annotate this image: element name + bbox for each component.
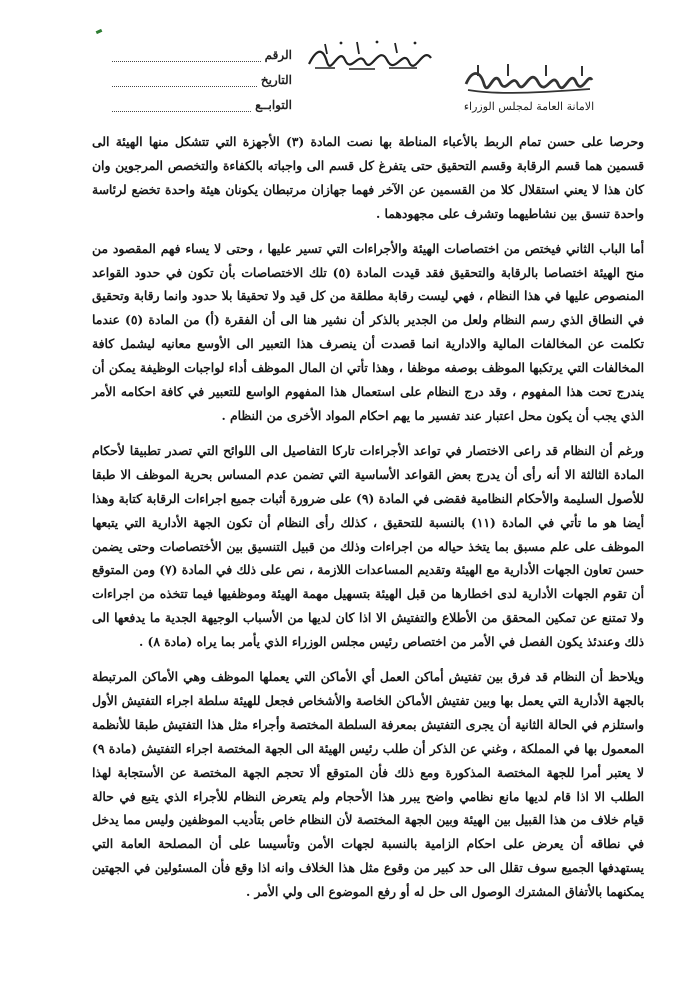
paragraph-3: ورغم أن النظام قد راعى الاختصار في تواعد الأجراءات تاركا التفاصيل الى اللوائح التي تصدر تطبيقا لأحكام المادة الثالثة الا أنه رأى أن يدرج بعض القواعد الأساسية التي تضمن عدم المساس بحرية الموظف الا طبقا للأصول السليمة والأحكام النظامية فقضى في المادة (٩) على ضرورة أثبات جميع اجراءات الرقابة كتابة وهذا أيضا هو ما تأتي في المادة (١١) بالنسبة للتحقيق ، كذلك رأى النظام أن تكون الجهة الأدارية التي يتبعها الموظف على علم مسبق بما يتخذ حياله من اجراءات وذلك من قبيل التنسيق بين الأختصاصات وحتى يضمن حسن تعاون الجهات الأدارية مع الهيئة وتقديم المساعدات اللازمة ، نص على ذلك في المادة (٧) ومن المتوقع أن تقوم الجهات الأدارية لدى اخطارها من قبل الهيئة بتسهيل مهمة الهيئة وموظفيها فيما تتخذه من اجراءات ولا تمتنع عن تمكين المحقق من الأطلاع والتفتيش الا اذا كان لديها من الأسباب الوجيهة الجدية ما يدفعها الى ذلك وعندئذ يكون الفصل في الأمر من اختصاص رئيس مجلس الوزراء الذي يأمر بما يراه (مادة ٨) . [92,442,644,650]
letterhead [462,62,596,113]
letterhead-subtitle: الامانة العامة لمجلس الوزراء [463,100,595,113]
number-line [112,49,261,62]
attachments-label: التوابــع [255,98,292,112]
paragraph-4: ويلاحظ أن النظام قد فرق بين تفتيش أماكن العمل أي الأماكن التي يعملها الموظف وهي الأماكن المرتبطة بالجهة الأدارية التي يعمل بها وبين تفتيش الأماكن الخاصة والأشخاص فجعل للهيئة سلطة اجراء التفتيش الأول واستلزم في الحالة الثانية أن يجرى التفتيش بمعرفة السلطة المختصة وأجراء مثل هذا التفتيش طبقا للأنظمة المعمول بها في المملكة ، وغني عن الذكر أن طلب رئيس الهيئة الى الجهة المختصة اجراء التفتيش (مادة ٩) لا يعتبر أمرا للجهة المختصة المذكورة ومع ذلك فأن المتوقع ألا تحجم الجهة المختصة عن الأستجابة لهذا الطلب الا اذا قام لديها مانع نظامي واضح يبرر هذا الأحجام ولم يتعرض النظام للأجراء الذي يتبع في حالة قيام خلاف من هذا القبيل بين الهيئة وبين الجهة المختصة لأن النظام خاص بتأديب الموظفين وليس مما يدخل في نطاقه أن يعرض على احكام الزامية بالنسبة لجهات الأمن وتأسيسا على أن المصلحة العامة التي يستهدفها الجميع سوف تقلل الى حد كبير من وقوع مثل هذا الخلاف وانه اذا وقع فأن المسئولين في الجهتين يمكنهما بالأتفاق المشترك الوصول الى حل له أو رفع الموضوع الى ولي الأمر . [92,669,644,900]
corner-mark [96,29,103,34]
number-label: الرقم [264,48,292,62]
body-text [92,130,644,915]
date-line [112,74,257,87]
paragraph-1: وحرصا على حسن تمام الربط بالأعباء المناطة بها نصت المادة (٣) الأجهزة التي تتشكل منها الهيئة الى قسمين هما قسم الرقابة وقسم التحقيق حتى يتفرغ كل قسم الى واجباته بالكفاءة والتخصص المرجوين وان كان هذا لا يعني استقلال كلا من القسمين عن الآخر فهما جهازان مرتبطان يكونان هيئة واحدة تخضع لرئاسة واحدة تنسق بين نشاطيهما وتشرف على مجهودهما . [92,134,644,221]
reference-fields [112,40,292,115]
attachments-field [112,90,292,112]
attachments-line [112,99,251,112]
number-field [112,40,292,62]
paragraph-2: أما الباب الثاني فيختص من اختصاصات الهيئة والأجراءات التي تسير عليها ، وحتى لا يساء فهم المقصود من منح الهيئة اختصاصا بالرقابة والتحقيق فقد قيدت المادة (٥) تلك الاختصاصات بأن تكون في حدود القواعد المنصوص عليها في هذا النظام ، فهي ليست رقابة مطلقة من كل قيد ولا تحقيقا بلا حدود وانما رقابة وتحقيق في النطاق الذي رسم النظام ولعل من الجدير بالذكر أن نشير هنا الى أن الفقرة (أ) من المادة (٥) عندما تكلمت عن المخالفات المالية والادارية انما قصدت أن ينصرف هذا التعبير الى الأوسع معانيه ليشمل كافة المخالفات التي يرتكبها الموظف بوصفه موظفا ، وهذا تأتي ان المال الموظف أداء لواجبات الوظيفة يمكن أن يندرج تحت هذا المفهوم ، وقد درج النظام على استعمال هذا المفهوم الواسع للتعبير في كافة احكامه الأمر الذي يجب أن يكون محل اعتبار عند تفسير ما يهم احكام المواد الأخرى من النظام . [92,240,644,423]
letterhead-title-calligraphy [462,62,596,96]
date-field [112,65,292,87]
basmala-calligraphy [305,38,435,72]
date-label: التاريخ [260,73,292,87]
